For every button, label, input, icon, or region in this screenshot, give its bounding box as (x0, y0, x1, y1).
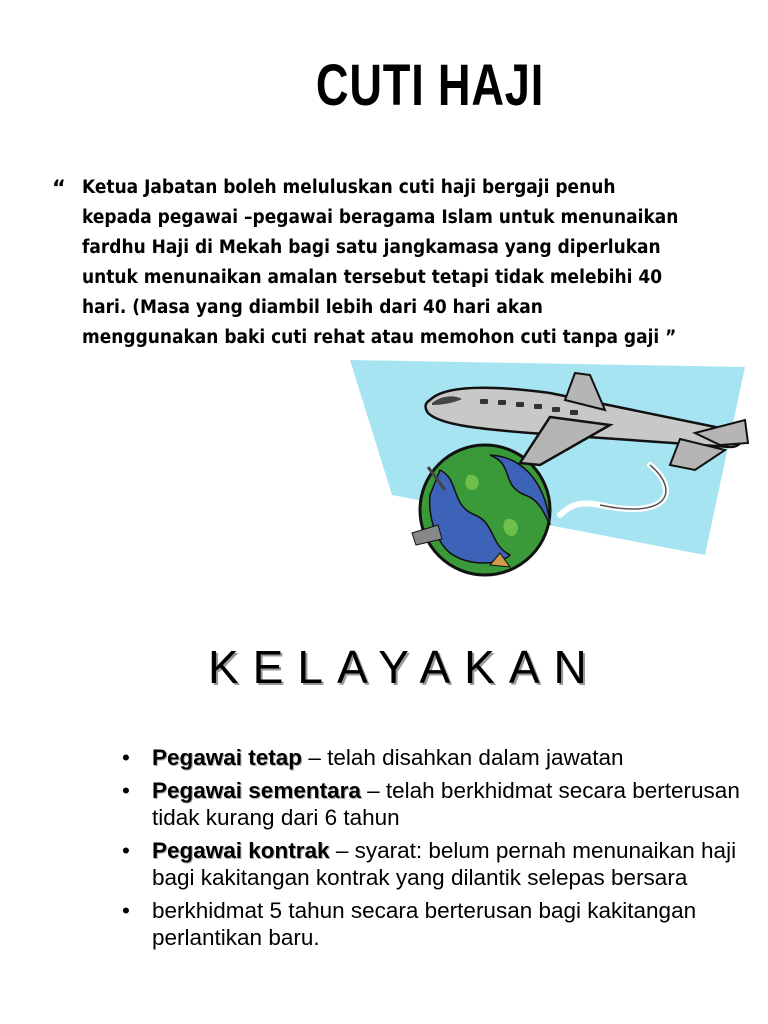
quote-line: kepada pegawai –pegawai beragama Islam untuk menunaikan (82, 207, 679, 228)
bullet-marker: • (122, 838, 130, 863)
quote-line: hari. (Masa yang diambil lebih dari 40 hari akan (82, 297, 543, 318)
list-item-term: Pegawai tetap (152, 745, 303, 770)
section-heading: KELAYAKAN (208, 641, 601, 693)
list-item-term: Pegawai sementara (152, 778, 361, 803)
list-item (118, 777, 758, 831)
list-item (118, 897, 758, 951)
list-item-text: – telah disahkan dalam jawatan (302, 745, 624, 770)
airplane-globe-icon (350, 355, 750, 580)
list-item (118, 837, 758, 891)
quote-line: fardhu Haji di Mekah bagi satu jangkamasa yang diperlukan (82, 237, 661, 258)
list-item-text: berkhidmat 5 tahun secara berterusan bagi kakitangan perlantikan baru. (152, 898, 697, 950)
list-item-term: Pegawai kontrak (152, 838, 330, 863)
list-item-text: – syarat: belum pernah menunaikan haji bagi kakitangan kontrak yang dilantik selepas bersara (152, 838, 737, 890)
list-item-text: – telah berkhidmat secara berterusan tidak kurang dari 6 tahun (152, 778, 740, 830)
page-title: CUTI HAJI (315, 53, 545, 118)
quote-line: menggunakan baki cuti rehat atau memohon cuti tanpa gaji ” (82, 327, 677, 348)
bullet-marker: • (122, 745, 130, 770)
quote-open-mark: “ (52, 176, 66, 200)
bullet-marker: • (122, 898, 130, 923)
eligibility-list (118, 744, 758, 957)
quote-line: untuk menunaikan amalan tersebut tetapi tidak melebihi 40 (82, 267, 663, 288)
quote-line: Ketua Jabatan boleh meluluskan cuti haji bergaji penuh (82, 177, 616, 198)
list-item (118, 744, 758, 771)
quote-paragraph (82, 173, 708, 353)
bullet-marker: • (122, 778, 130, 803)
